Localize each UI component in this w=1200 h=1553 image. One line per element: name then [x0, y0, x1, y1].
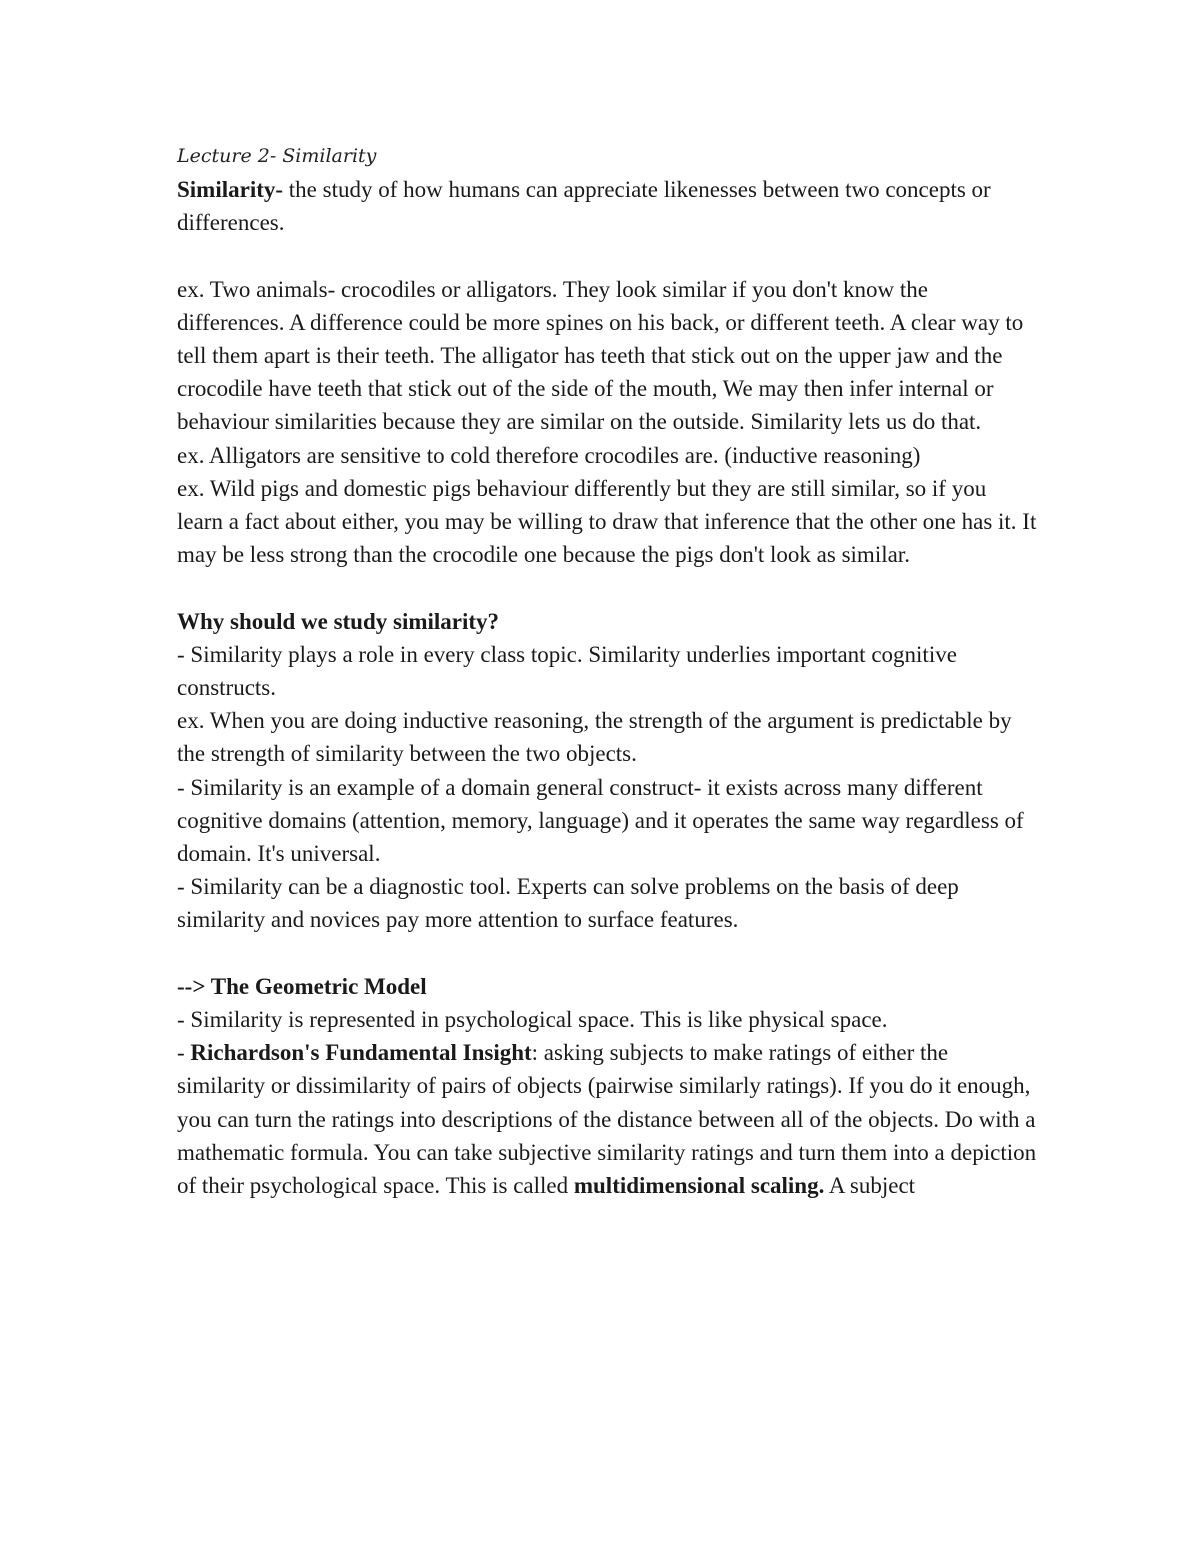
geometric-item-2-tail: A subject	[824, 1173, 916, 1199]
geometric-item-2-prefix: -	[177, 1040, 191, 1066]
example-paragraph-2: ex. Alligators are sensitive to cold therefore crocodiles are. (inductive reasoning)	[177, 442, 921, 468]
document-page	[177, 140, 1037, 1202]
richardson-insight-term: Richardson's Fundamental Insight	[190, 1040, 532, 1066]
why-item-2: ex. When you are doing inductive reasoning, the strength of the argument is predictable by the strength of similarity between the two objects.	[177, 708, 1012, 767]
section-heading-geometric-text: --> The Geometric Model	[177, 973, 427, 999]
spacer	[177, 937, 1037, 970]
definition-term: Similarity-	[177, 177, 284, 202]
section-heading-why-text: Why should we study similarity?	[177, 608, 500, 634]
spacer	[177, 239, 1037, 272]
example-paragraph-3: ex. Wild pigs and domestic pigs behaviour differently but they are still similar, so if you learn a fact about either, you may be willing to draw that inference that the other one has it. It may be less strong than the crocodile one because the pigs don't look as similar.	[177, 475, 1037, 568]
multidimensional-scaling-term: multidimensional scaling.	[573, 1173, 825, 1199]
geometric-item-1: - Similarity is represented in psychological space. This is like physical space.	[177, 1007, 888, 1033]
geometric-item-2-text: : asking subjects to make ratings of either the similarity or dissimilarity of pairs of objects (pairwise similarly ratings). If you do it enough, you can turn the ratings into descriptions of the distance between all of the objects. Do with a mathematic formula. You can take subjective similarity ratings and turn them into a depiction of their psychological space. This is called	[177, 1040, 1037, 1199]
definition-text: the study of how humans can appreciate likenesses between two concepts or differences.	[177, 177, 991, 236]
example-paragraph-1: ex. Two animals- crocodiles or alligators. They look similar if you don't know the differences. A difference could be more spines on his back, or different teeth. A clear way to tell them apart is their teeth. The alligator has teeth that stick out on the upper jaw and the crocodile have teeth that stick out of the side of the mouth, We may then infer internal or behaviour similarities because they are similar on the outside. Similarity lets us do that.	[177, 276, 1024, 435]
geometric-item-2	[177, 1036, 1037, 1202]
lecture-subtitle: Lecture 2- Similarity	[177, 145, 377, 167]
why-item-4: - Similarity can be a diagnostic tool. Experts can solve problems on the basis of deep similarity and novices pay more attention to surface features.	[177, 874, 959, 933]
section-heading-why	[177, 605, 1037, 638]
spacer	[177, 571, 1037, 604]
section-heading-geometric	[177, 970, 1037, 1003]
definition-paragraph	[177, 173, 1037, 239]
why-item-3: - Similarity is an example of a domain general construct- it exists across many different cognitive domains (attention, memory, language) and it operates the same way regardless of domain. It's universal.	[177, 774, 1024, 867]
why-item-1: - Similarity plays a role in every class topic. Similarity underlies important cognitive constructs.	[177, 641, 957, 701]
